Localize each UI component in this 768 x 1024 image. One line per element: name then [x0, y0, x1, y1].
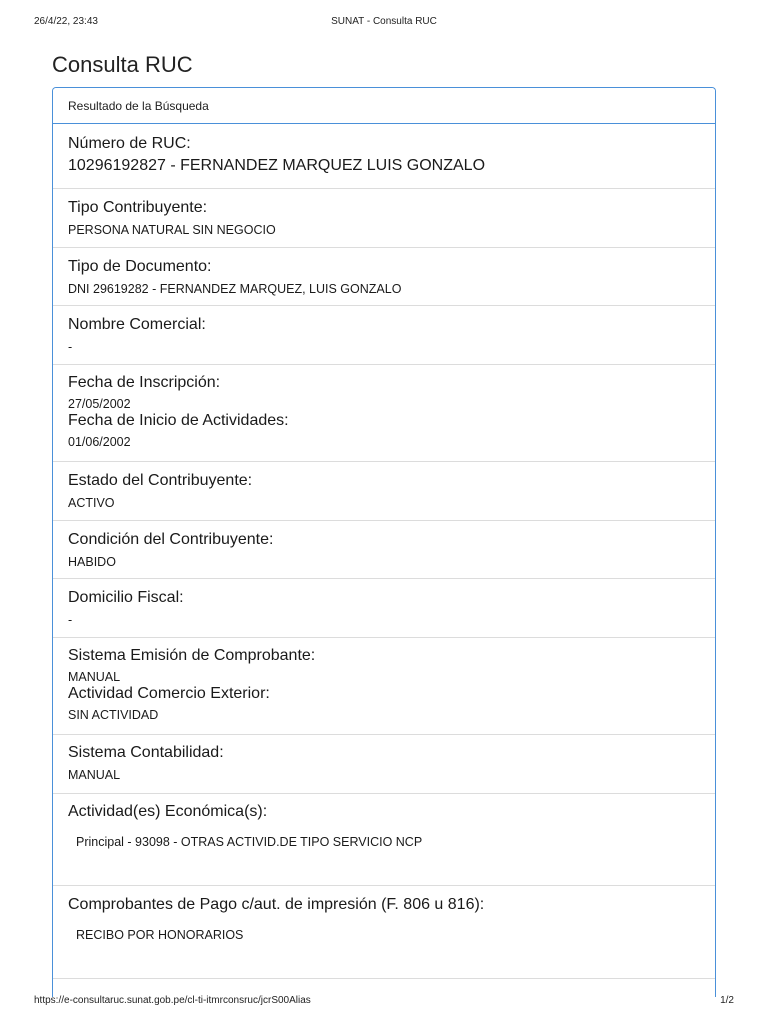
- print-url: https://e-consultaruc.sunat.gob.pe/cl-ti-itmrconsruc/jcrS00Alias: [34, 995, 311, 1006]
- sistema-contabilidad-label: Sistema Contabilidad:: [68, 744, 224, 761]
- print-header: [0, 16, 768, 30]
- sistema-emision-value: MANUAL: [68, 670, 121, 684]
- nombre-comercial-value: -: [68, 340, 73, 354]
- tipo-documento-label: Tipo de Documento:: [68, 258, 212, 275]
- row-nombre-comercial: [53, 306, 715, 365]
- estado-value: ACTIVO: [68, 496, 115, 510]
- print-datetime: 26/4/22, 23:43: [34, 16, 98, 27]
- print-footer: [0, 995, 768, 1009]
- nombre-comercial-label: Nombre Comercial:: [68, 316, 206, 333]
- actividad-exterior-value: SIN ACTIVIDAD: [68, 708, 159, 722]
- fecha-inscripcion-label: Fecha de Inscripción:: [68, 374, 221, 391]
- comprobantes-value: RECIBO POR HONORARIOS: [76, 928, 244, 942]
- row-fechas: [53, 365, 715, 462]
- fecha-inscripcion-value: 27/05/2002: [68, 397, 131, 411]
- fecha-inicio-value: 01/06/2002: [68, 435, 131, 449]
- page-title: Consulta RUC: [52, 52, 193, 77]
- ruc-value: 10296192827 - FERNANDEZ MARQUEZ LUIS GONZALO: [68, 157, 486, 174]
- row-comprobantes: [53, 886, 715, 979]
- row-domicilio: [53, 579, 715, 638]
- fecha-inicio-label: Fecha de Inicio de Actividades:: [68, 412, 289, 429]
- print-page-title: SUNAT - Consulta RUC: [331, 16, 437, 27]
- row-sistema-contabilidad: [53, 735, 715, 794]
- row-sistema-emision: [53, 638, 715, 735]
- sistema-contabilidad-value: MANUAL: [68, 768, 121, 782]
- domicilio-value: -: [68, 613, 73, 627]
- estado-label: Estado del Contribuyente:: [68, 472, 253, 489]
- actividad-exterior-label: Actividad Comercio Exterior:: [68, 685, 270, 702]
- ruc-label: Número de RUC:: [68, 135, 191, 152]
- tipo-contribuyente-value: PERSONA NATURAL SIN NEGOCIO: [68, 223, 276, 237]
- row-ruc: [53, 124, 715, 189]
- result-panel: [52, 87, 716, 997]
- domicilio-label: Domicilio Fiscal:: [68, 589, 184, 606]
- comprobantes-label: Comprobantes de Pago c/aut. de impresión (F. 806 u 816):: [68, 896, 485, 913]
- panel-heading: Resultado de la Búsqueda: [53, 88, 715, 124]
- actividades-label: Actividad(es) Económica(s):: [68, 803, 268, 820]
- row-tipo-contribuyente: [53, 189, 715, 248]
- condicion-value: HABIDO: [68, 555, 116, 569]
- tipo-documento-value: DNI 29619282 - FERNANDEZ MARQUEZ, LUIS GONZALO: [68, 282, 402, 296]
- sistema-emision-label: Sistema Emisión de Comprobante:: [68, 647, 316, 664]
- row-estado: [53, 462, 715, 521]
- actividades-value: Principal - 93098 - OTRAS ACTIVID.DE TIPO SERVICIO NCP: [76, 835, 423, 849]
- condicion-label: Condición del Contribuyente:: [68, 531, 274, 548]
- row-tipo-documento: [53, 248, 715, 306]
- tipo-contribuyente-label: Tipo Contribuyente:: [68, 199, 208, 216]
- print-page-number: 1/2: [720, 995, 734, 1006]
- row-actividades: [53, 794, 715, 886]
- row-condicion: [53, 521, 715, 579]
